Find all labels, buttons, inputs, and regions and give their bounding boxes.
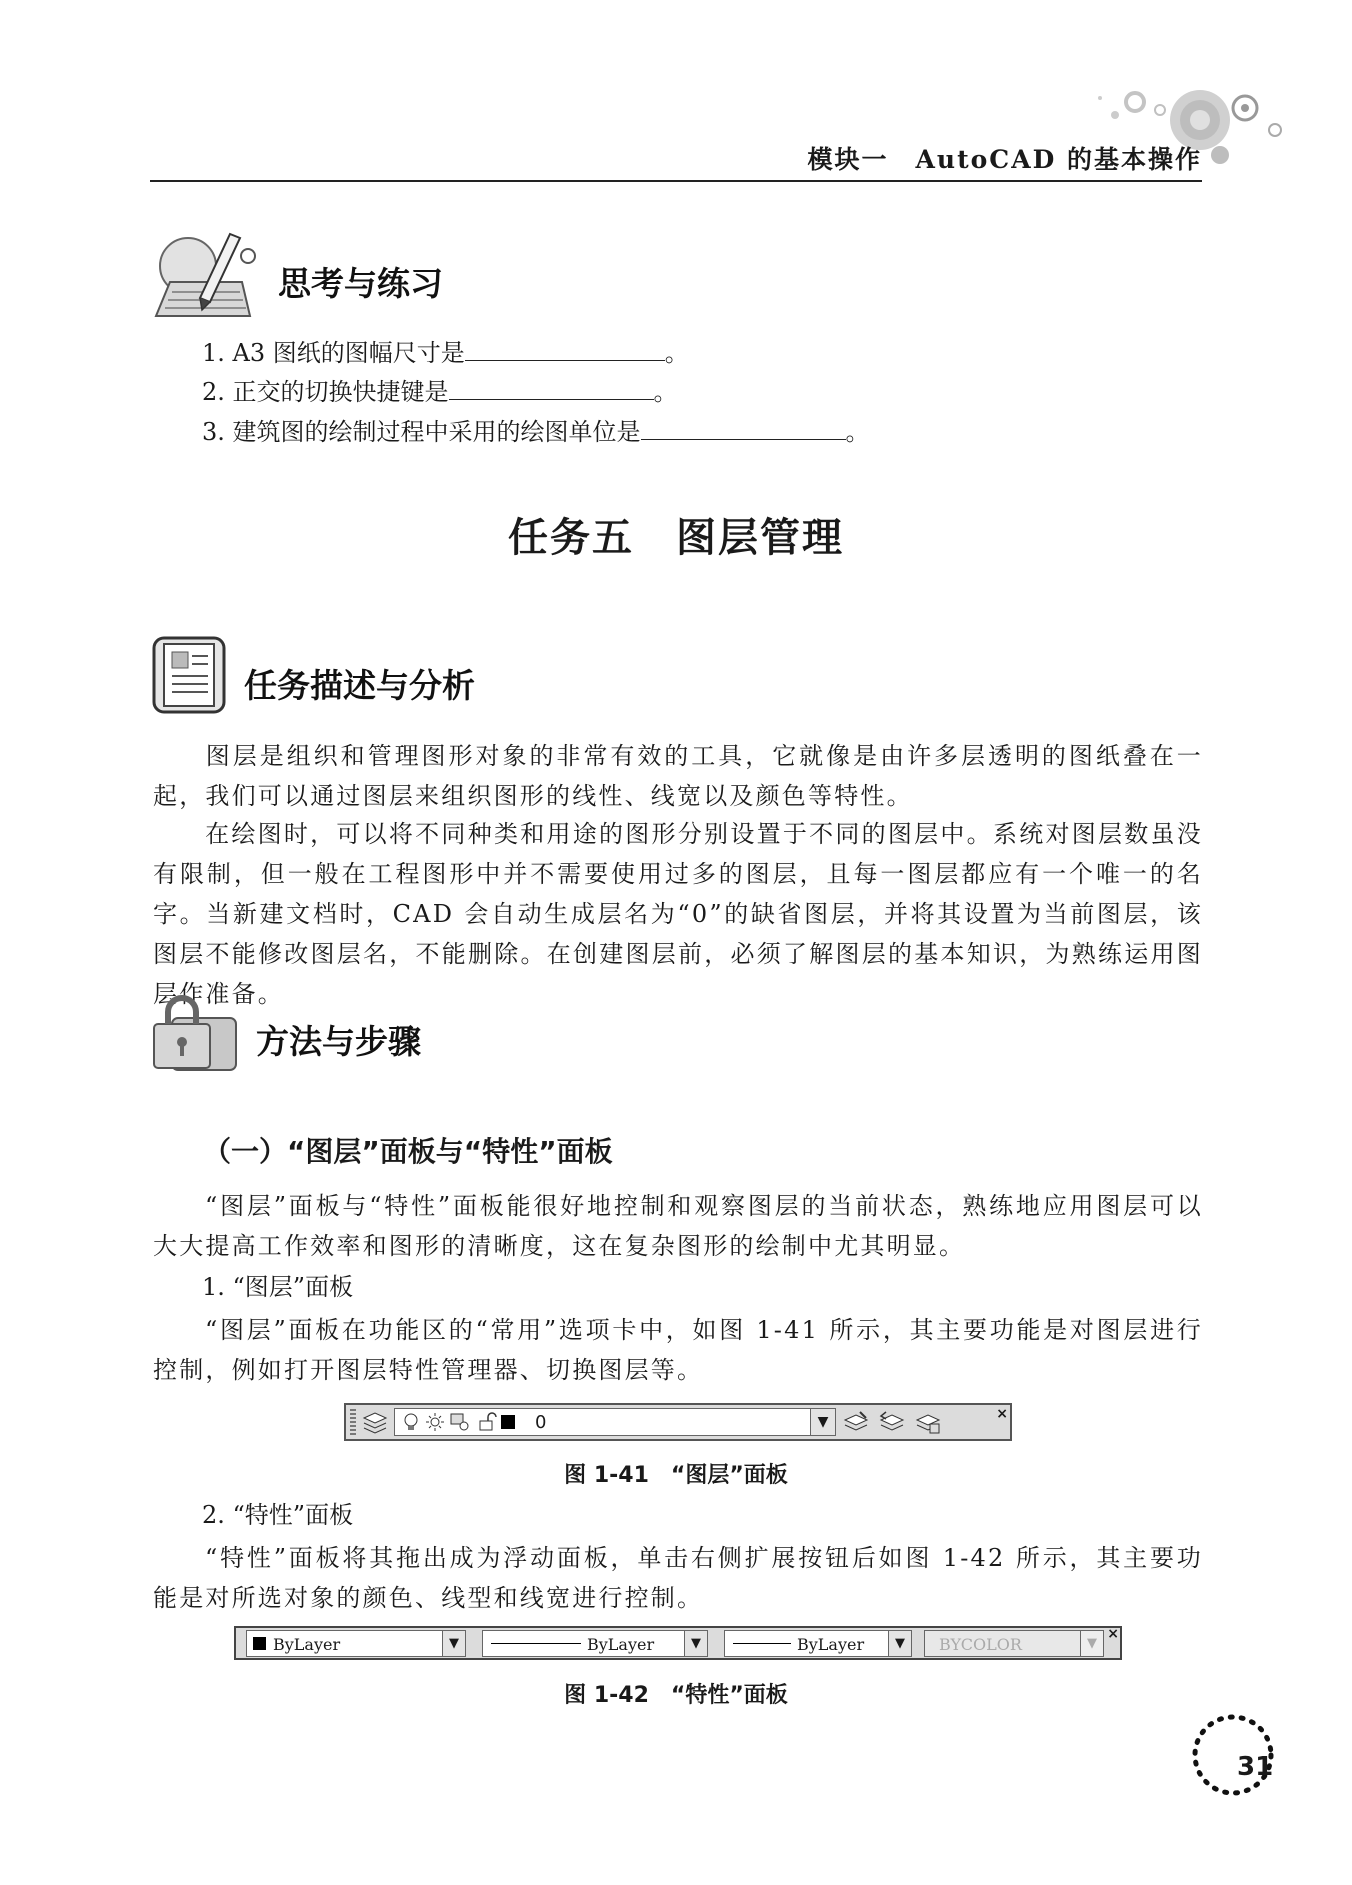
question-2: 2. 正交的切换快捷键是 。 <box>202 378 678 406</box>
question-1: 1. A3 图纸的图幅尺寸是 。 <box>202 339 689 367</box>
close-icon[interactable]: × <box>1107 1626 1119 1642</box>
layer-select-dropdown[interactable] <box>394 1408 836 1436</box>
paragraph: “图层”面板与“特性”面板能很好地控制和观察图层的当前状态，熟练地应用图层可以大大提高工作效率和图形的清晰度，这在复杂图形的绘制中尤其明显。 <box>153 1192 1203 1260</box>
sun-icon[interactable] <box>425 1412 445 1432</box>
item-title-properties-panel: 2. “特性”面板 <box>202 1501 354 1529</box>
paragraph: “特性”面板将其拖出成为浮动面板，单击右侧扩展按钮后如图 1-42 所示，其主要功能是对所选对象的颜色、线型和线宽进行控制。 <box>153 1544 1203 1612</box>
layer-properties-icon[interactable] <box>362 1410 388 1436</box>
layer-states-icon[interactable] <box>914 1410 942 1436</box>
color-control-dropdown[interactable]: ByLayer ▼ <box>246 1630 466 1657</box>
task-title: 任务五 图层管理 <box>508 515 844 561</box>
linetype-sample <box>491 1643 581 1644</box>
figure-caption-1-42: 图 1-42 “特性”面板 <box>564 1683 788 1708</box>
paragraph: 图层是组织和管理图形对象的非常有效的工具，它就像是由许多层透明的图纸叠在一起，我们可以通过图层来组织图形的线性、线宽以及颜色等特性。 <box>153 742 1203 810</box>
paragraph: 在绘图时，可以将不同种类和用途的图形分别设置于不同的图层中。系统对图层数虽没有限制，但一般在工程图形中并不需要使用过多的图层，且每一图层都应有一个唯一的名字。当新建文档时，CAD 会自动生成层名为“0”的缺省图层，并将其设置为当前图层，该图层不能修改图层名，不能删除。在创建图层前，必须了解图层的基本知识，为熟练运用图层作准备。 <box>153 820 1203 1008</box>
paragraph: “图层”面板在功能区的“常用”选项卡中，如图 1-41 所示，其主要功能是对图层进行控制，例如打开图层特性管理器、切换图层等。 <box>153 1316 1203 1384</box>
toolbar-grip[interactable] <box>350 1409 356 1435</box>
lightbulb-icon[interactable] <box>401 1412 421 1432</box>
properties-panel-toolbar <box>234 1626 1122 1660</box>
running-header: 模块一 AutoCAD 的基本操作 <box>807 145 1202 174</box>
chevron-down-icon: ▼ <box>1080 1631 1103 1656</box>
layer-previous-icon[interactable] <box>878 1410 906 1436</box>
chevron-down-icon[interactable]: ▼ <box>888 1631 911 1656</box>
plotstyle-control-dropdown: BYCOLOR ▼ <box>924 1630 1104 1657</box>
lock-book-icon <box>150 990 242 1076</box>
linetype-control-dropdown[interactable]: ByLayer ▼ <box>482 1630 708 1657</box>
lineweight-sample <box>733 1643 791 1644</box>
page-number: 31 <box>1237 1752 1274 1782</box>
answer-blank[interactable] <box>449 379 654 400</box>
answer-blank[interactable] <box>465 340 665 361</box>
current-layer-name: 0 <box>535 1412 547 1433</box>
header-rule <box>150 180 1202 182</box>
document-folder-icon <box>150 634 228 716</box>
lineweight-control-dropdown[interactable]: ByLayer ▼ <box>724 1630 912 1657</box>
make-current-layer-icon[interactable] <box>842 1410 870 1436</box>
unlock-icon[interactable] <box>477 1412 497 1432</box>
subheading-panels: （一）“图层”面板与“特性”面板 <box>203 1135 613 1168</box>
viewport-freeze-icon[interactable] <box>449 1412 471 1432</box>
close-icon[interactable]: × <box>996 1406 1008 1422</box>
section-heading-think: 思考与练习 <box>278 264 443 303</box>
layer-color-swatch <box>501 1415 515 1429</box>
chevron-down-icon[interactable]: ▼ <box>684 1631 707 1656</box>
item-title-layer-panel: 1. “图层”面板 <box>202 1273 354 1301</box>
question-3: 3. 建筑图的绘制过程中采用的绘图单位是 。 <box>202 418 870 446</box>
section-heading-describe: 任务描述与分析 <box>244 666 475 705</box>
layer-panel-toolbar <box>344 1403 1012 1441</box>
color-swatch <box>253 1637 266 1650</box>
answer-blank[interactable] <box>641 419 846 440</box>
figure-caption-1-41: 图 1-41 “图层”面板 <box>564 1463 788 1488</box>
section-heading-method: 方法与步骤 <box>256 1022 421 1061</box>
pencil-notepad-icon <box>150 226 262 326</box>
chevron-down-icon[interactable]: ▼ <box>442 1631 465 1656</box>
chevron-down-icon[interactable]: ▼ <box>810 1409 835 1435</box>
